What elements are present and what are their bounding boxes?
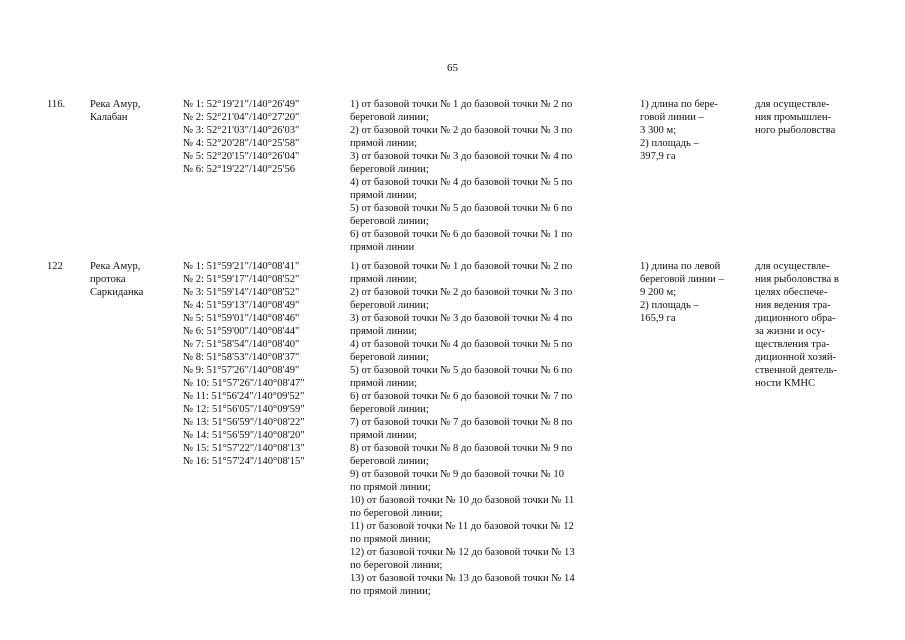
boundary-line: по береговой линии; — [350, 508, 443, 519]
boundary-line: 8) от базовой точки № 8 до базовой точки № 9 по — [350, 443, 573, 454]
boundary-line: прямой линии; — [350, 190, 418, 201]
coordinate-line: № 6: 52°19'22"/140°25'56 — [183, 164, 296, 175]
coordinate-line: № 3: 52°21'03"/140°26'03" — [183, 125, 300, 136]
size-line: 1) длина по левой — [640, 261, 721, 272]
boundary-line: прямой линии; — [350, 430, 418, 441]
boundary-line: 9) от базовой точки № 9 до базовой точки № 10 — [350, 469, 565, 480]
boundary-line: 5) от базовой точки № 5 до базовой точки № 6 по — [350, 203, 573, 214]
boundary-description — [350, 260, 630, 598]
size-line: 9 200 м; — [640, 287, 677, 298]
size-line: 2) площадь – — [640, 300, 699, 311]
coordinate-line: № 16: 51°57'24"/140°08'15" — [183, 456, 305, 467]
boundary-line: прямой линии — [350, 242, 415, 253]
size-line: говой линии – — [640, 112, 704, 123]
name-line: протока — [90, 274, 126, 285]
coordinate-line: № 12: 51°56'05"/140°09'59" — [183, 404, 305, 415]
boundary-line: прямой линии; — [350, 138, 418, 149]
boundary-line: береговой линии; — [350, 216, 429, 227]
boundary-line: 2) от базовой точки № 2 до базовой точки № 3 по — [350, 287, 573, 298]
coordinate-line: № 4: 51°59'13"/140°08'49" — [183, 300, 300, 311]
name-line: Река Амур, — [90, 261, 141, 272]
coordinate-line: № 13: 51°56'59"/140°08'22" — [183, 417, 305, 428]
coordinate-line: № 7: 51°58'54"/140°08'40" — [183, 339, 300, 350]
coordinate-line: № 2: 52°21'04"/140°27'20" — [183, 112, 300, 123]
boundary-line: береговой линии; — [350, 164, 429, 175]
size-area — [640, 98, 745, 163]
size-area — [640, 260, 745, 325]
boundary-line: прямой линии; — [350, 326, 418, 337]
boundary-line: 3) от базовой точки № 3 до базовой точки № 4 по — [350, 151, 573, 162]
coordinate-line: № 5: 51°59'01"/140°08'46" — [183, 313, 300, 324]
boundary-line: 6) от базовой точки № 6 до базовой точки № 1 по — [350, 229, 573, 240]
coordinate-line: № 14: 51°56'59"/140°08'20" — [183, 430, 305, 441]
row-number: 122 — [47, 261, 63, 272]
boundary-line: 7) от базовой точки № 7 до базовой точки № 8 по — [350, 417, 573, 428]
boundary-line: 1) от базовой точки № 1 до базовой точки № 2 по — [350, 99, 573, 110]
boundary-line: береговой линии; — [350, 352, 429, 363]
size-line: 1) длина по бере- — [640, 99, 718, 110]
coordinate-line: № 9: 51°57'26"/140°08'49" — [183, 365, 300, 376]
purpose-line: ществления тра- — [755, 339, 830, 350]
size-line: 397,9 га — [640, 151, 676, 162]
coordinate-line: № 1: 52°19'21"/140°26'49" — [183, 99, 300, 110]
purpose-line: диционной хозяй- — [755, 352, 837, 363]
boundary-line: 4) от базовой точки № 4 до базовой точки № 5 по — [350, 339, 573, 350]
coordinate-line: № 10: 51°57'26"/140°08'47" — [183, 378, 305, 389]
boundary-line: береговой линии; — [350, 300, 429, 311]
coordinate-line: № 2: 51°59'17"/140°08'52" — [183, 274, 300, 285]
boundary-line: по береговой линии; — [350, 560, 443, 571]
boundary-line: 6) от базовой точки № 6 до базовой точки № 7 по — [350, 391, 573, 402]
purpose-line: ния ведения тра- — [755, 300, 831, 311]
coordinates-list — [183, 98, 343, 176]
boundary-line: прямой линии; — [350, 378, 418, 389]
purpose-line: ния рыболовства в — [755, 274, 839, 285]
purpose — [755, 98, 870, 137]
coordinate-line: № 11: 51°56'24"/140°09'52" — [183, 391, 305, 402]
coordinates-list — [183, 260, 343, 468]
boundary-line: 13) от базовой точки № 13 до базовой точки № 14 — [350, 573, 575, 584]
boundary-line: 5) от базовой точки № 5 до базовой точки № 6 по — [350, 365, 573, 376]
purpose-line: для осуществле- — [755, 261, 830, 272]
boundary-line: по прямой линии; — [350, 586, 431, 597]
boundary-line: 11) от базовой точки № 11 до базовой точки № 12 — [350, 521, 574, 532]
coordinate-line: № 1: 51°59'21"/140°08'41" — [183, 261, 300, 272]
boundary-line: береговой линии; — [350, 404, 429, 415]
size-line: 165,9 га — [640, 313, 676, 324]
boundary-line: 2) от базовой точки № 2 до базовой точки № 3 по — [350, 125, 573, 136]
purpose-line: для осуществле- — [755, 99, 830, 110]
water-body-name — [90, 260, 170, 299]
page-number: 65 — [447, 62, 458, 74]
purpose — [755, 260, 870, 390]
boundary-line: 4) от базовой точки № 4 до базовой точки № 5 по — [350, 177, 573, 188]
boundary-line: 10) от базовой точки № 10 до базовой точки № 11 — [350, 495, 575, 506]
purpose-line: ния промышлен- — [755, 112, 832, 123]
purpose-line: за жизни и осу- — [755, 326, 825, 337]
row-number: 116. — [47, 99, 66, 110]
size-line: береговой линии – — [640, 274, 724, 285]
boundary-description — [350, 98, 630, 254]
name-line: Саркиданка — [90, 287, 144, 298]
size-line: 2) площадь – — [640, 138, 699, 149]
coordinate-line: № 6: 51°59'00"/140°08'44" — [183, 326, 300, 337]
water-body-name — [90, 98, 170, 124]
coordinate-line: № 8: 51°58'53"/140°08'37" — [183, 352, 300, 363]
coordinate-line: № 4: 52°20'28"/140°25'58" — [183, 138, 300, 149]
purpose-line: ности КМНС — [755, 378, 816, 389]
purpose-line: ного рыболовства — [755, 125, 836, 136]
purpose-line: целях обеспече- — [755, 287, 828, 298]
boundary-line: 1) от базовой точки № 1 до базовой точки № 2 по — [350, 261, 573, 272]
coordinate-line: № 15: 51°57'22"/140°08'13" — [183, 443, 305, 454]
boundary-line: прямой линии; — [350, 274, 418, 285]
boundary-line: 3) от базовой точки № 3 до базовой точки № 4 по — [350, 313, 573, 324]
boundary-line: 12) от базовой точки № 12 до базовой точки № 13 — [350, 547, 575, 558]
boundary-line: по прямой линии; — [350, 482, 431, 493]
name-line: Калабан — [90, 112, 128, 123]
name-line: Река Амур, — [90, 99, 141, 110]
purpose-line: диционного обра- — [755, 313, 836, 324]
boundary-line: береговой линии; — [350, 456, 429, 467]
purpose-line: ственной деятель- — [755, 365, 837, 376]
coordinate-line: № 3: 51°59'14"/140°08'52" — [183, 287, 300, 298]
boundary-line: береговой линии; — [350, 112, 429, 123]
boundary-line: по прямой линии; — [350, 534, 431, 545]
coordinate-line: № 5: 52°20'15"/140°26'04" — [183, 151, 300, 162]
size-line: 3 300 м; — [640, 125, 677, 136]
